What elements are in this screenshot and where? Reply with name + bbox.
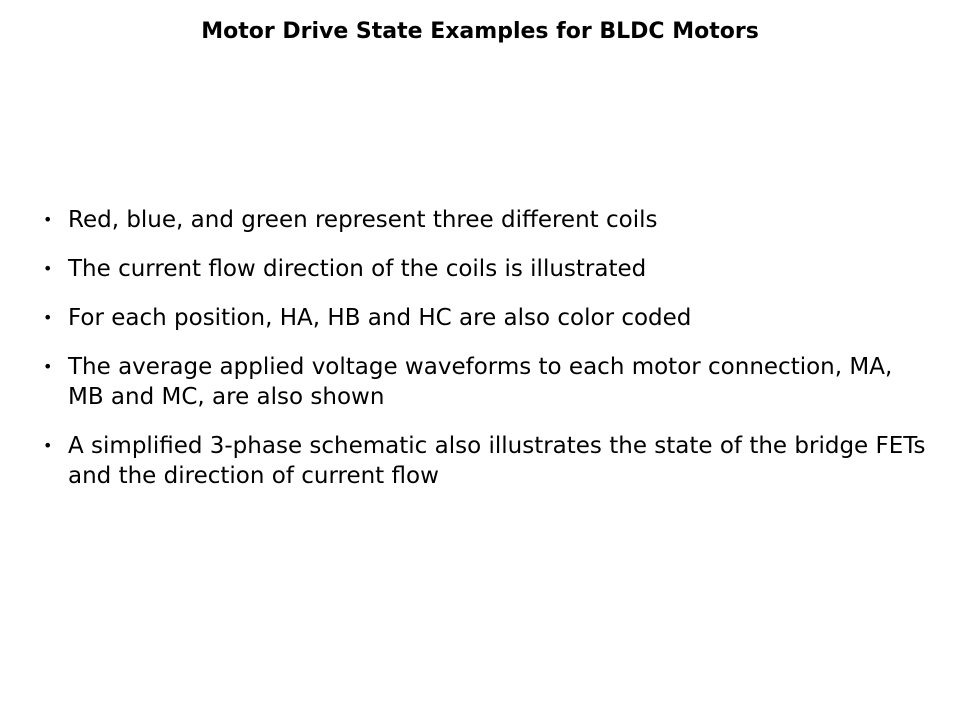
bullet-text: The current flow direction of the coils is illustrated <box>68 256 647 282</box>
bullet-icon: • <box>43 436 53 455</box>
bullet-icon: • <box>43 259 53 278</box>
bullet-item <box>40 352 930 412</box>
bullet-text: A simplified 3-phase schematic also illustrates the state of the bridge FETs and the direction of current flow <box>68 433 926 489</box>
bullet-icon: • <box>43 357 53 376</box>
bullet-text: For each position, HA, HB and HC are also color coded <box>68 305 692 331</box>
bullet-text: Red, blue, and green represent three different coils <box>68 207 658 233</box>
bullet-item <box>40 303 930 333</box>
bullet-item <box>40 205 930 235</box>
slide-title: Motor Drive State Examples for BLDC Motors <box>201 19 759 44</box>
bullet-item <box>40 254 930 284</box>
bullet-item <box>40 431 930 491</box>
bullet-text: The average applied voltage waveforms to each motor connection, MA, MB and MC, are also shown <box>68 354 893 410</box>
bullet-icon: • <box>43 210 53 229</box>
bullet-list <box>40 205 930 510</box>
bullet-icon: • <box>43 308 53 327</box>
